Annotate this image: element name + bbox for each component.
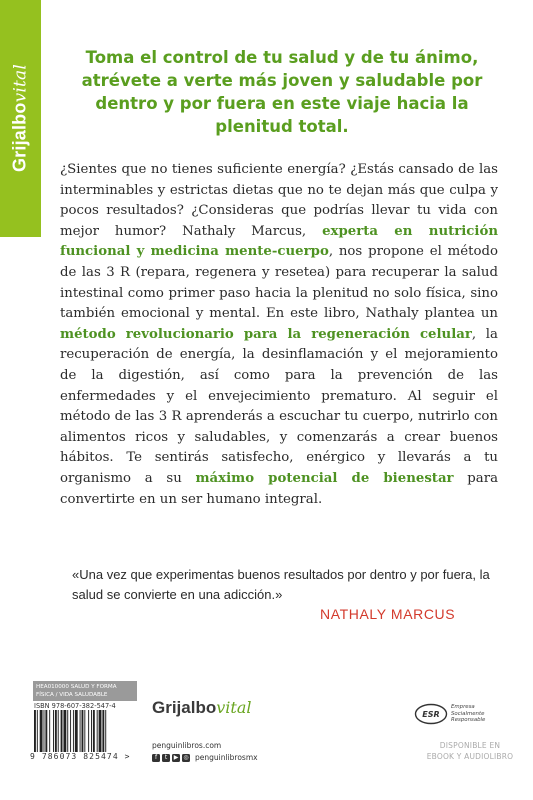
esr-caption-line-2: Socialmente xyxy=(451,710,485,717)
website-link[interactable]: penguinlibros.com xyxy=(152,741,222,750)
publisher-logo xyxy=(152,698,251,718)
availability-note xyxy=(425,740,515,762)
synopsis-text-2: , nos propone el método de las 3 R (repara, regenera y resetea) para recuperar la salud intestinal como primer paso hacia la plenitud no solo física, sino también emocional y mental. En este libro, Nathaly plantea un xyxy=(60,244,498,322)
esr-logo-icon xyxy=(414,703,448,725)
publisher-brand: Grijalbo xyxy=(152,698,217,717)
synopsis xyxy=(60,160,498,510)
esr-caption-line-1: Empresa xyxy=(451,704,475,710)
synopsis-highlight-3: máximo potencial de bienestar xyxy=(195,470,454,486)
pull-quote: «Una vez que experimentas buenos resultados por dentro y por fuera, la salud se convierte en una adicción.» xyxy=(72,567,490,602)
svg-text:ESR: ESR xyxy=(422,710,440,719)
availability-line-2: EBOOK Y AUDIOLIBRO xyxy=(426,752,514,761)
youtube-icon[interactable]: ▶ xyxy=(173,753,179,761)
barcode-number: 9 786073 825474 > xyxy=(30,752,131,761)
twitter-icon[interactable]: t xyxy=(162,754,170,762)
availability-line-1: DISPONIBLE EN xyxy=(439,741,501,750)
barcode-image xyxy=(32,710,138,752)
spine-logo xyxy=(10,64,31,172)
social-handle: penguinlibrosmx xyxy=(195,753,258,762)
synopsis-highlight-2: método revolucionario para la regeneración celular xyxy=(60,326,472,342)
spine-brand: Grijalbo xyxy=(9,102,30,173)
synopsis-text-4: para convertirte en un ser humano integral. xyxy=(60,470,498,507)
quote-author: NATHALY MARCUS xyxy=(320,606,456,622)
spine-brand-suffix: vital xyxy=(10,63,31,103)
esr-caption xyxy=(451,704,485,724)
isbn: ISBN 978-607-382-547-4 xyxy=(34,702,116,710)
esr-caption-line-3: Responsable xyxy=(451,717,486,723)
social-links xyxy=(152,753,258,762)
spine-band xyxy=(0,0,41,237)
facebook-icon[interactable]: f xyxy=(152,754,160,762)
headline: Toma el control de tu salud y de tu ánimo, atrévete a verte más joven y saludable por dentro y por fuera en este viaje hacia la plenitud total. xyxy=(81,48,483,136)
instagram-icon[interactable]: ◎ xyxy=(183,753,189,761)
category-label: HEA010000 SALUD Y FORMA FÍSICA / VIDA SALUDABLE xyxy=(33,681,137,701)
synopsis-text-1: ¿Sientes que no tienes suficiente energía? ¿Estás cansado de las interminables y estrictas dietas que no te dejan más que culpa y pocos resultados? ¿Consideras que podrías llevar tu vida con mejor humor? Nathaly Marcus, xyxy=(60,162,498,239)
synopsis-highlight-1: experta en nutrición funcional y medicina mente-cuerpo xyxy=(60,223,498,260)
synopsis-text-3: , la recuperación de energía, la desinflamación y el mejoramiento de la digestión, así como para la prevención de las enfermedades y el envejecimiento prematuro. Al seguir el método de las 3 R aprenderás a escuchar tu cuerpo, nutrirlo con alimentos ricos y saludables, y comenzarás a crear buenos hábitos. Te sentirás satisfecho, enérgico y llevarás a tu organismo a su xyxy=(60,326,498,486)
publisher-brand-suffix: vital xyxy=(216,698,252,717)
